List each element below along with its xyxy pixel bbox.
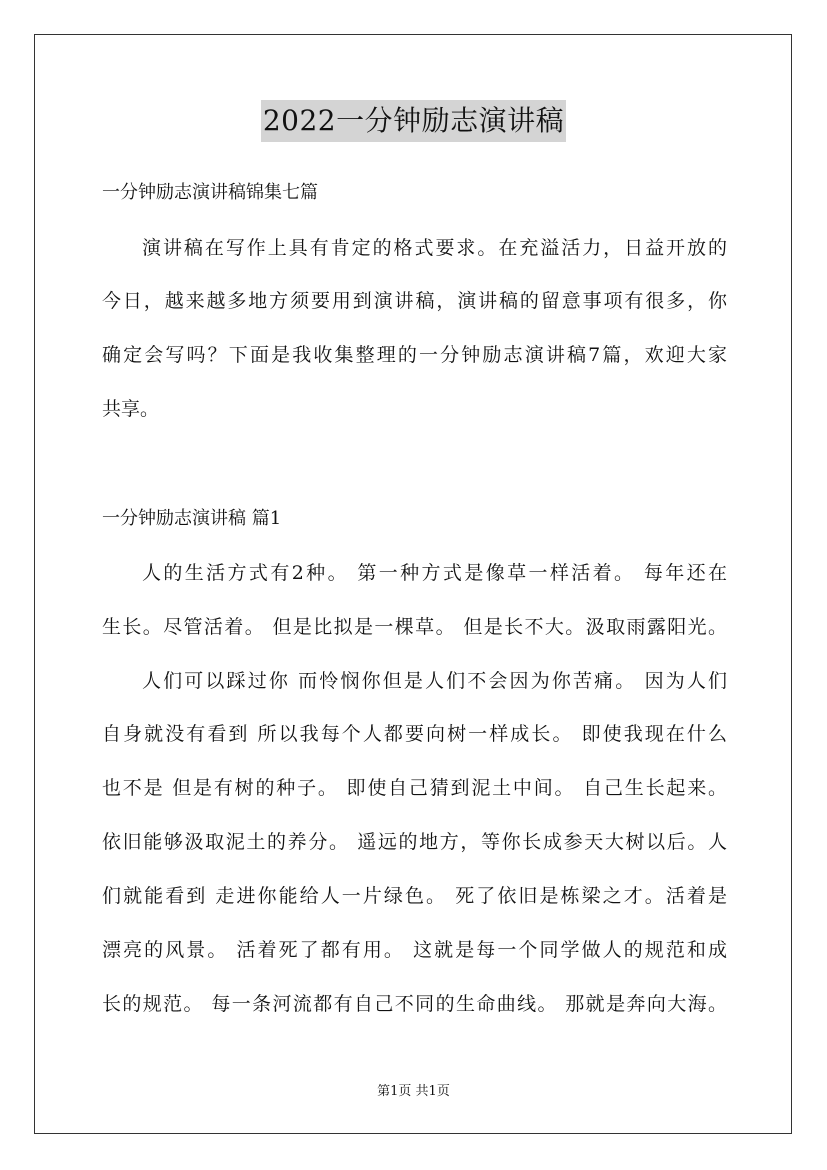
title-container	[0, 100, 827, 142]
body-paragraph-line: 自身就没有看到 所以我每个人都要向树一样成长。 即使我现在什么	[102, 723, 727, 745]
document-subtitle: 一分钟励志演讲稿锦集七篇	[102, 182, 318, 203]
intro-paragraph-line: 今日，越来越多地方须要用到演讲稿，演讲稿的留意事项有很多，你	[102, 290, 727, 312]
body-paragraph-line: 生长。尽管活着。 但是比拟是一棵草。 但是长不大。汲取雨露阳光。	[102, 616, 727, 638]
body-paragraph-line: 也不是 但是有树的种子。 即使自己猜到泥土中间。 自己生长起来。	[102, 777, 727, 799]
section-heading: 一分钟励志演讲稿 篇1	[102, 508, 282, 529]
body-paragraph-line: 人的生活方式有2种。 第一种方式是像草一样活着。 每年还在	[142, 562, 727, 584]
body-paragraph-line: 依旧能够汲取泥土的养分。 遥远的地方，等你长成参天大树以后。人	[102, 831, 727, 853]
intro-paragraph-line: 确定会写吗？下面是我收集整理的一分钟励志演讲稿7篇，欢迎大家	[102, 344, 727, 366]
body-paragraph-line: 们就能看到 走进你能给人一片绿色。 死了依旧是栋梁之才。活着是	[102, 885, 727, 907]
body-paragraph-line: 漂亮的风景。 活着死了都有用。 这就是每一个同学做人的规范和成	[102, 939, 727, 961]
intro-paragraph-line: 共享。	[102, 398, 160, 420]
body-paragraph-line: 人们可以踩过你 而怜悯你但是人们不会因为你苦痛。 因为人们	[142, 670, 727, 692]
page-footer: 第1页 共1页	[377, 1084, 450, 1099]
body-paragraph-line: 长的规范。 每一条河流都有自己不同的生命曲线。 那就是奔向大海。	[102, 993, 727, 1015]
document-title: 2022一分钟励志演讲稿	[261, 100, 566, 142]
intro-paragraph-line: 演讲稿在写作上具有肯定的格式要求。在充溢活力，日益开放的	[142, 237, 727, 259]
